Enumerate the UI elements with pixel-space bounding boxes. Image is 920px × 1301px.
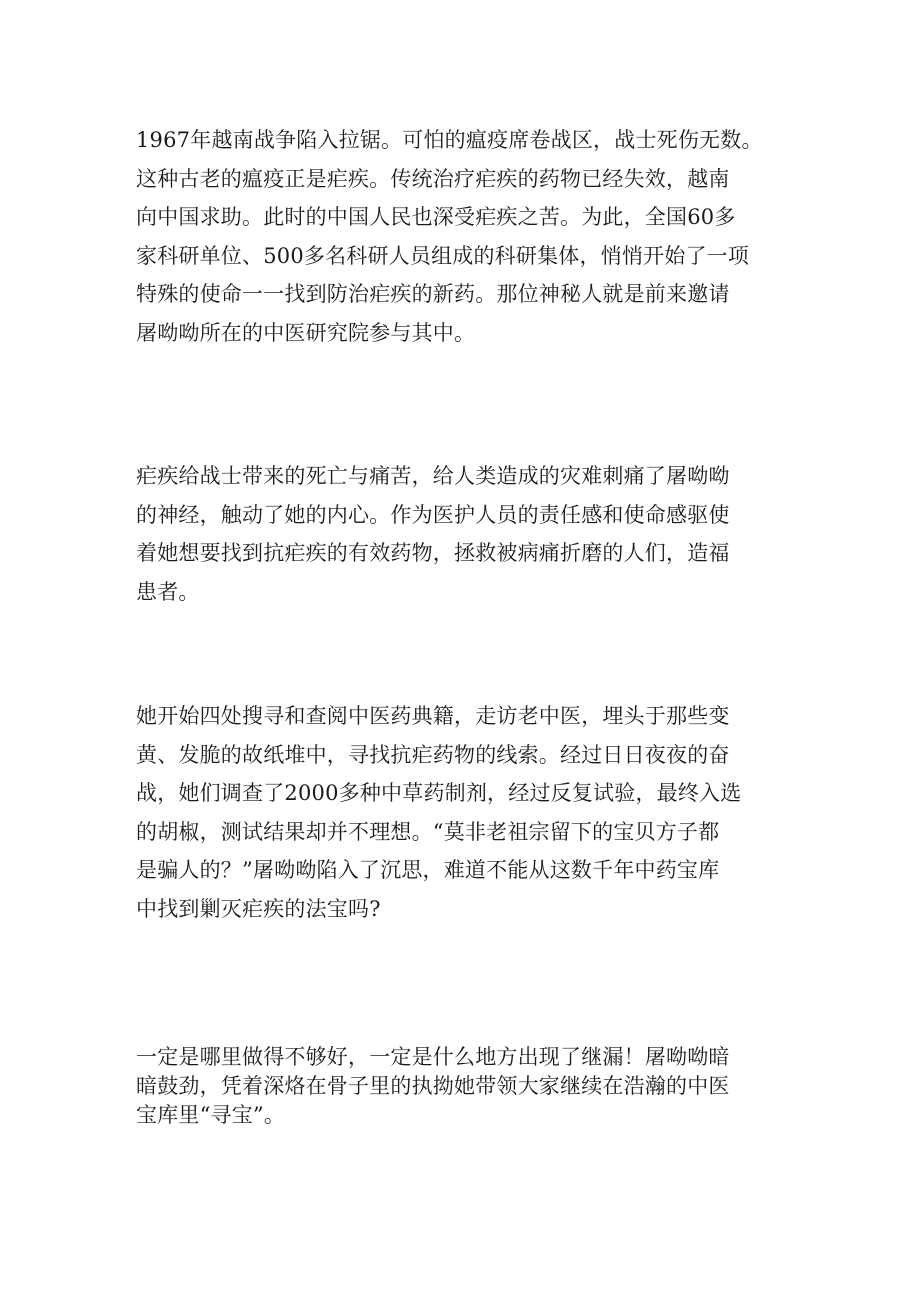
- text-line: 1967年越南战争陷入拉锯。可怕的瘟疫席卷战区，战士死伤无数。: [136, 128, 763, 152]
- text-line: 暗鼓劲，凭着深烙在骨子里的执拗她带领大家继续在浩瀚的中医: [136, 1074, 730, 1098]
- text-line: 中找到剿灭疟疾的法宝吗?: [136, 896, 381, 921]
- paragraph-2: [136, 457, 806, 611]
- text-line: 特殊的使命一一找到防治疟疾的新药。那位神秘人就是前来邀请: [136, 282, 730, 306]
- text-line: 的神经，触动了她的内心。作为医护人员的责任感和使命感驱使: [136, 502, 730, 527]
- paragraph-4: [136, 1043, 806, 1130]
- text-line: 屠呦呦所在的中医研究院参与其中。: [136, 320, 476, 345]
- text-line: 宝库里“寻宝”。: [136, 1103, 286, 1127]
- text-line: 是骗人的？”屠呦呦陷入了沉思，难道不能从这数千年中药宝库: [136, 858, 720, 882]
- text-line: 家科研单位、500多名科研人员组成的科研集体，悄悄开始了一项: [136, 243, 750, 268]
- text-line: 向中国求助。此时的中国人民也深受疟疾之苦。为此，全国60多: [136, 205, 736, 229]
- text-line: 着她想要找到抗疟疾的有效药物，拯救被病痛折磨的人们，造福: [136, 541, 730, 565]
- text-line: 黄、发脆的故纸堆中，寻找抗疟药物的线索。经过日日夜夜的奋: [136, 742, 730, 767]
- text-line: 一定是哪里做得不够好，一定是什么地方出现了继漏！屠呦呦暗: [136, 1045, 730, 1069]
- text-line: 战，她们调查了2000多种中草药制剂，经过反复试验，最终入选: [136, 781, 742, 805]
- paragraph-3: [136, 697, 806, 928]
- text-line: 她开始四处搜寻和查阅中医药典籍，走访老中医，埋头于那些变: [136, 704, 730, 728]
- paragraph-1: [136, 121, 806, 352]
- text-line: 这种古老的瘟疫正是疟疾。传统治疗疟疾的药物已经失效，越南: [136, 166, 730, 191]
- text-line: 疟疾给战士带来的死亡与痛苦，给人类造成的灾难刺痛了屠呦呦: [136, 464, 730, 488]
- text-line: 的胡椒，测试结果却并不理想。“莫非老祖宗留下的宝贝方子都: [136, 819, 720, 844]
- text-line: 患者。: [136, 579, 200, 604]
